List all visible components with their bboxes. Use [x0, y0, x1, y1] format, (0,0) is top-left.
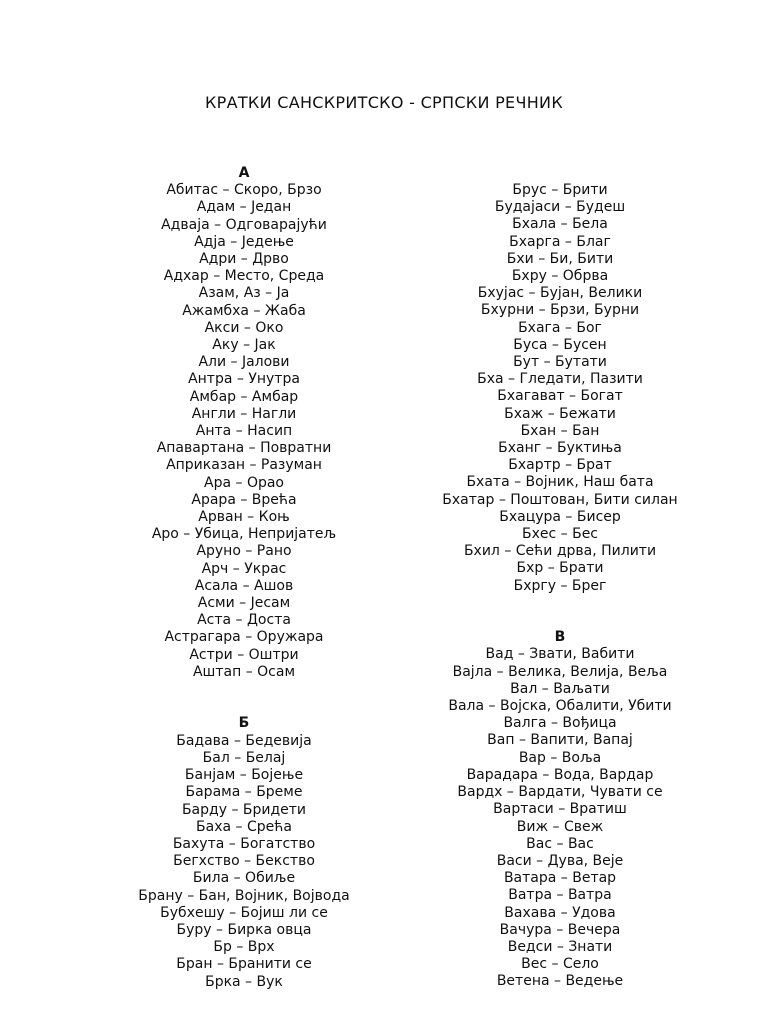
dictionary-entry: Ватара – Ветар: [503, 870, 617, 887]
section-letter-v: В: [554, 629, 566, 646]
dictionary-entry: Брка – Вук: [205, 973, 283, 990]
section-gap: [368, 595, 752, 629]
dictionary-entry: Анта – Насип: [195, 423, 293, 440]
dictionary-entry: Аку – Јак: [212, 337, 276, 354]
dictionary-entry: Вардх – Вардати, Чувати се: [457, 784, 663, 801]
section-letter-a: А: [238, 165, 250, 181]
dictionary-entry: Бал – Белај: [202, 749, 286, 766]
dictionary-entry: Аро – Убица, Непријатељ: [151, 526, 337, 543]
dictionary-entry: Бран – Бранити се: [176, 956, 312, 973]
right-column: [368, 182, 752, 991]
dictionary-entry: Акси – Око: [204, 319, 284, 336]
dictionary-entry: Буса – Бусен: [513, 336, 607, 353]
dictionary-entry: Вад – Звати, Вабити: [485, 646, 635, 663]
dictionary-entry: Вала – Војска, Обалити, Убити: [448, 698, 672, 715]
dictionary-entry: Ведси – Знати: [507, 938, 613, 955]
dictionary-entry: Аста – Доста: [197, 612, 291, 629]
dictionary-entry: Била – Обиље: [192, 870, 296, 887]
dictionary-entry: Бхурни – Брзи, Бурни: [480, 302, 640, 319]
dictionary-entry: Бхатар – Поштован, Бити силан: [442, 491, 678, 508]
dictionary-entry: Ажамбха – Жаба: [182, 302, 306, 319]
dictionary-entry: Варадара – Вода, Вардар: [466, 766, 654, 783]
dictionary-entry: Бхан – Бан: [520, 422, 600, 439]
dictionary-entry: Бубхешу – Бојиш ли се: [160, 904, 328, 921]
dictionary-entry: Бхага – Бог: [518, 319, 602, 336]
dictionary-entry: Адам – Један: [196, 199, 292, 216]
page-title: КРАТКИ САНСКРИТСКО - СРПСКИ РЕЧНИК: [204, 93, 563, 112]
dictionary-entry: Вес – Село: [521, 956, 599, 973]
dictionary-entry: Бегхство – Бекство: [173, 853, 315, 870]
dictionary-entry: Бхру – Обрва: [511, 268, 609, 285]
dictionary-entry: Виж – Свеж: [516, 818, 604, 835]
dictionary-entry: Бхацура – Бисер: [499, 508, 621, 525]
dictionary-entry: Бхаж – Бежати: [504, 405, 616, 422]
dictionary-entry: Вајла – Велика, Велија, Веља: [452, 663, 668, 680]
dictionary-entry: Адја – Једење: [194, 233, 294, 250]
dictionary-entry: Амбар – Амбар: [189, 388, 299, 405]
dictionary-entry: Вас – Вас: [526, 835, 594, 852]
dictionary-entry: Барама – Бреме: [185, 784, 303, 801]
dictionary-entry: Бхујас – Бујан, Велики: [477, 285, 643, 302]
dictionary-entry: Бхи – Би, Бити: [506, 250, 614, 267]
dictionary-entry: Вар – Воља: [518, 749, 602, 766]
dictionary-entry: Бхил – Сећи дрва, Пилити: [463, 543, 657, 560]
dictionary-entry: Вап – Вапити, Вапај: [487, 732, 633, 749]
dictionary-entry: Баха – Срећа: [196, 818, 292, 835]
dictionary-entry: Вахава – Удова: [504, 904, 616, 921]
dictionary-entry: Аруно – Рано: [196, 543, 292, 560]
dictionary-entry: Апавартана – Повратни: [156, 440, 332, 457]
dictionary-entry: Брану – Бан, Војник, Војвода: [138, 887, 350, 904]
dictionary-entry: Бхартр – Брат: [508, 457, 612, 474]
dictionary-entry: Адваја – Одговарајући: [161, 216, 327, 233]
dictionary-entry: Брус – Брити: [512, 182, 608, 198]
dictionary-entry: Абитас – Скоро, Брзо: [166, 182, 322, 199]
dictionary-entry: Барду – Бридети: [181, 801, 307, 818]
dictionary-entry: Бханг – Буктиња: [498, 440, 622, 457]
dictionary-entry: Априказан – Разуман: [166, 457, 322, 474]
dictionary-entry: Будајаси – Будеш: [494, 199, 626, 216]
dictionary-entry: Бхата – Војник, Наш бата: [466, 474, 654, 491]
dictionary-entry: Васи – Дува, Веје: [496, 852, 624, 869]
dictionary-entry: Астри – Оштри: [189, 646, 299, 663]
section-v-entries: [368, 646, 752, 990]
section-b-continued-entries: [368, 182, 752, 595]
dictionary-entry: Антра – Унутра: [188, 371, 300, 388]
dictionary-entry: Аштап – Осам: [192, 663, 296, 680]
dictionary-entry: Астрагара – Оружара: [164, 629, 324, 646]
dictionary-entry: Ватра – Ватра: [508, 887, 612, 904]
dictionary-entry: Ара – Орао: [204, 474, 284, 491]
dictionary-entry: Вал – Ваљати: [510, 680, 610, 697]
dictionary-entry: Бхр – Брати: [516, 560, 604, 577]
dictionary-entry: Вартаси – Вратиш: [493, 801, 627, 818]
dictionary-entry: Бхес – Бес: [521, 526, 598, 543]
dictionary-entry: Арч – Украс: [201, 560, 287, 577]
dictionary-entry: Адхар – Место, Среда: [163, 268, 325, 285]
dictionary-entry: Англи – Нагли: [191, 405, 297, 422]
dictionary-entry: Асала – Ашов: [194, 577, 294, 594]
dictionary-entry: Бха – Гледати, Пазити: [477, 371, 643, 388]
dictionary-entry: Банјам – Бојење: [184, 767, 304, 784]
dictionary-entry: Бхала – Бела: [512, 216, 608, 233]
dictionary-entry: Бхагават – Богат: [497, 388, 623, 405]
dictionary-entry: Азам, Аз – Ја: [198, 285, 290, 302]
dictionary-entry: Вачура – Вечера: [499, 921, 621, 938]
dictionary-entry: Арван – Коњ: [198, 509, 290, 526]
section-letter-b: Б: [238, 715, 250, 732]
dictionary-entry: Бхргу – Брег: [513, 577, 607, 594]
dictionary-entry: Асми – Јесам: [197, 595, 291, 612]
dictionary-entry: Али – Јалови: [198, 354, 290, 371]
dictionary-entry: Бр – Врх: [213, 939, 275, 956]
dictionary-entry: Бахута – Богатство: [172, 835, 316, 852]
dictionary-entry: Бадава – Бедевија: [176, 732, 312, 749]
dictionary-entry: Валга – Вођица: [503, 715, 617, 732]
dictionary-entry: Ветена – Ведење: [496, 973, 624, 990]
dictionary-entry: Адри – Дрво: [199, 251, 289, 268]
dictionary-entry: Арара – Врећа: [191, 491, 297, 508]
dictionary-entry: Бут – Бутати: [513, 354, 607, 371]
dictionary-entry: Бхарга – Благ: [509, 233, 611, 250]
dictionary-entry: Буру – Бирка овца: [176, 921, 312, 938]
